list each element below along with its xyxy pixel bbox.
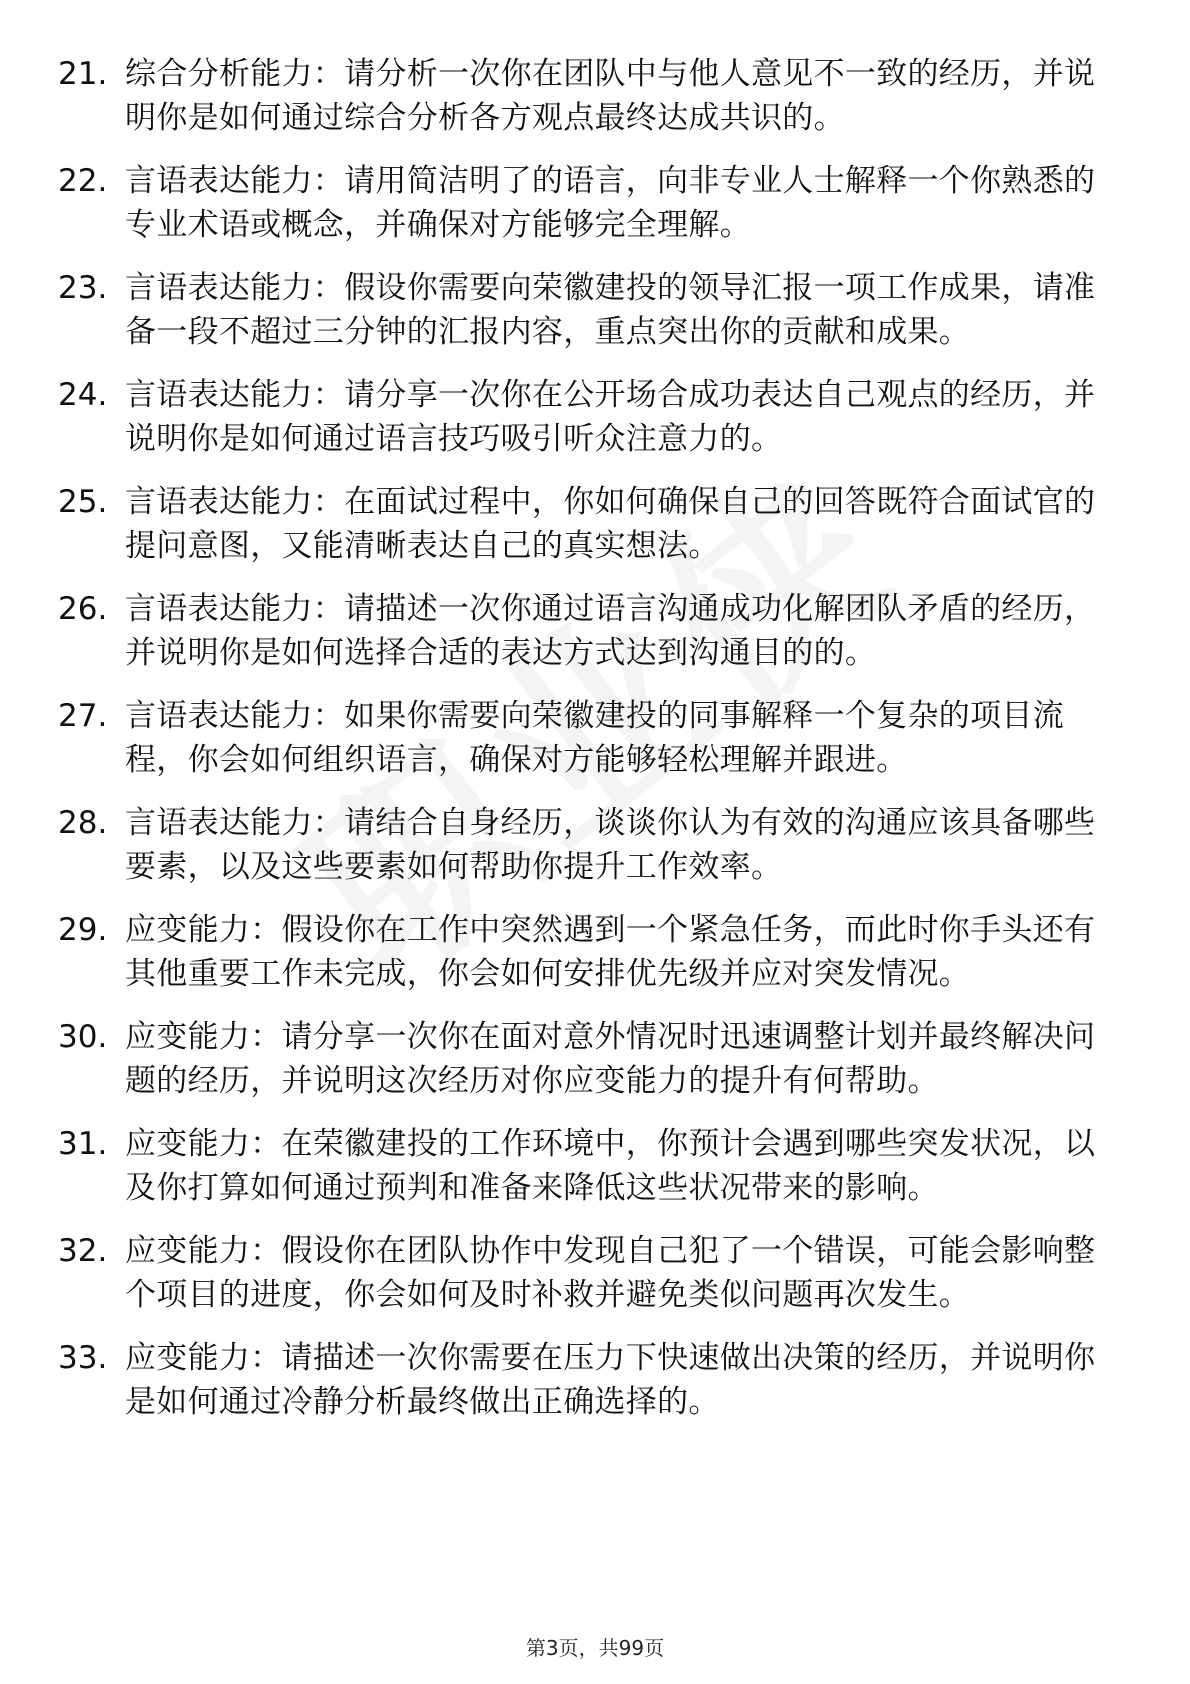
- question-text: 言语表达能力：如果你需要向荣徽建投的同事解释一个复杂的项目流程，你会如何组织语言，确保对方能够轻松理解并跟进。: [125, 698, 1064, 778]
- page-footer: [0, 1632, 1190, 1661]
- question-number: 25.: [58, 484, 108, 520]
- question-list: [58, 52, 1118, 1443]
- question-number: 22.: [58, 163, 108, 199]
- list-item: [58, 480, 1118, 568]
- list-item: [58, 1336, 1118, 1424]
- question-text: 言语表达能力：请描述一次你通过语言沟通成功化解团队矛盾的经历，并说明你是如何选择合适的表达方式达到沟通目的的。: [125, 591, 1096, 671]
- list-item: [58, 159, 1118, 247]
- question-text: 言语表达能力：在面试过程中，你如何确保自己的回答既符合面试官的提问意图，又能清晰表达自己的真实想法。: [125, 484, 1096, 564]
- list-item: [58, 266, 1118, 354]
- page-number-label: 第3页，共99页: [525, 1636, 665, 1660]
- question-number: 32.: [58, 1233, 108, 1269]
- question-text: 应变能力：假设你在团队协作中发现自己犯了一个错误，可能会影响整个项目的进度，你会如何及时补救并避免类似问题再次发生。: [125, 1233, 1096, 1313]
- question-number: 29.: [58, 912, 108, 948]
- list-item: [58, 1015, 1118, 1103]
- question-text: 言语表达能力：请分享一次你在公开场合成功表达自己观点的经历，并说明你是如何通过语言技巧吸引听众注意力的。: [125, 377, 1096, 457]
- question-text: 应变能力：请描述一次你需要在压力下快速做出决策的经历，并说明你是如何通过冷静分析最终做出正确选择的。: [125, 1340, 1096, 1420]
- question-text: 应变能力：请分享一次你在面对意外情况时迅速调整计划并最终解决问题的经历，并说明这次经历对你应变能力的提升有何帮助。: [125, 1019, 1096, 1099]
- question-text: 言语表达能力：请用简洁明了的语言，向非专业人士解释一个你熟悉的专业术语或概念，并确保对方能够完全理解。: [125, 163, 1096, 243]
- question-number: 23.: [58, 270, 108, 306]
- list-item: [58, 908, 1118, 996]
- question-number: 21.: [58, 56, 108, 92]
- question-text: 言语表达能力：请结合自身经历，谈谈你认为有效的沟通应该具备哪些要素，以及这些要素如何帮助你提升工作效率。: [125, 805, 1096, 885]
- question-number: 28.: [58, 805, 108, 841]
- list-item: [58, 587, 1118, 675]
- list-item: [58, 694, 1118, 782]
- question-number: 33.: [58, 1340, 108, 1376]
- question-text: 言语表达能力：假设你需要向荣徽建投的领导汇报一项工作成果，请准备一段不超过三分钟的汇报内容，重点突出你的贡献和成果。: [125, 270, 1096, 350]
- question-text: 应变能力：在荣徽建投的工作环境中，你预计会遇到哪些突发状况，以及你打算如何通过预判和准备来降低这些状况带来的影响。: [125, 1126, 1096, 1206]
- question-number: 30.: [58, 1019, 108, 1055]
- question-text: 应变能力：假设你在工作中突然遇到一个紧急任务，而此时你手头还有其他重要工作未完成，你会如何安排优先级并应对突发情况。: [125, 912, 1096, 992]
- list-item: [58, 1122, 1118, 1210]
- list-item: [58, 52, 1118, 140]
- question-number: 24.: [58, 377, 108, 413]
- question-number: 26.: [58, 591, 108, 627]
- list-item: [58, 1229, 1118, 1317]
- list-item: [58, 801, 1118, 889]
- question-number: 31.: [58, 1126, 108, 1162]
- question-number: 27.: [58, 698, 108, 734]
- question-text: 综合分析能力：请分析一次你在团队中与他人意见不一致的经历，并说明你是如何通过综合分析各方观点最终达成共识的。: [125, 56, 1096, 136]
- list-item: [58, 373, 1118, 461]
